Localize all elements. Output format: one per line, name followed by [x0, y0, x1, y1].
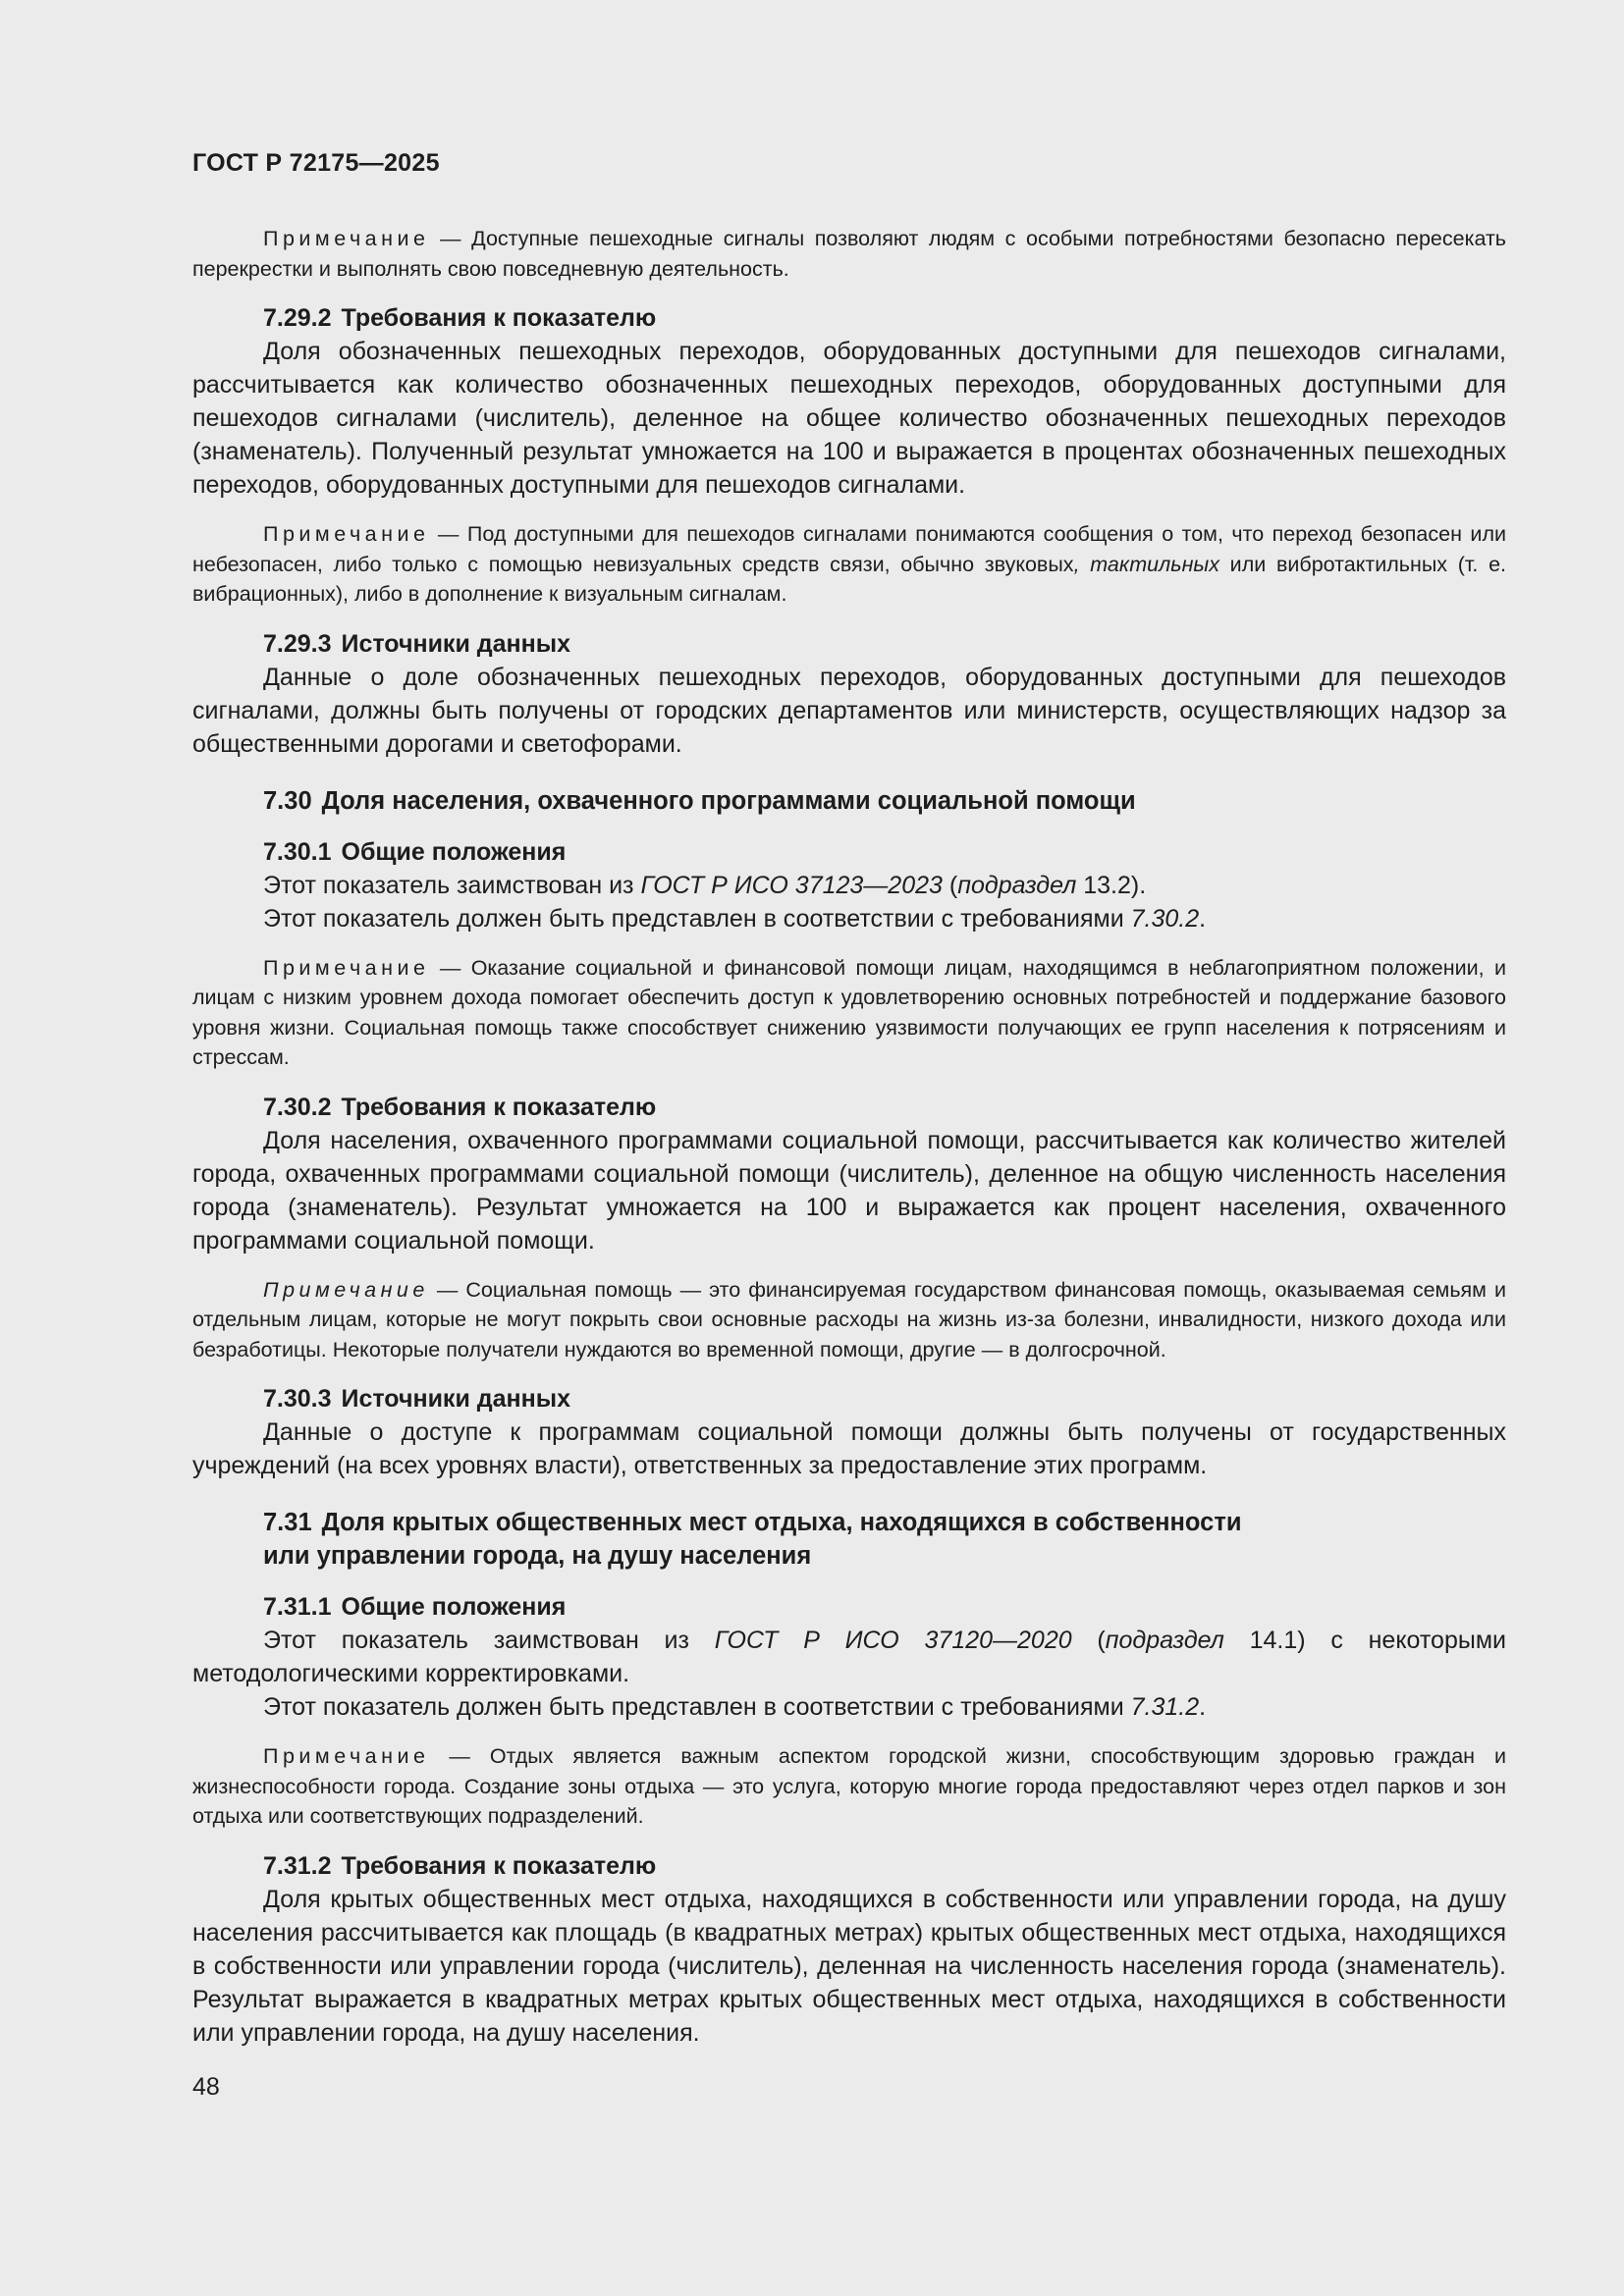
section-number: 7.29.3: [263, 629, 332, 658]
text: Этот показатель должен быть представлен в соответствии с требованиями: [263, 904, 1131, 933]
note-label: Примечание: [263, 522, 430, 546]
note-text: Под доступными для пешеходов сигналами понимаются сообщения о том, что переход безопасен или небезопасен, либо только с помощью невизуальных средств связи, обычно звуковых: [192, 522, 1506, 576]
subsection-word: подраздел: [1105, 1627, 1224, 1654]
body-paragraph: Доля обозначенных пешеходных переходов, оборудованных доступными для пешеходов сигналами, рассчитывается как количество обозначенных пешеходных переходов, оборудованных доступными для пешеходов сигналами (числитель), деленное на общее количество обозначенных пешеходных переходов (знаменатель). Полученный результат умножается на 100 и выражается в процентах обозначенных пешеходных переходов, оборудованных доступными для пешеходов сигналами.: [192, 338, 1506, 499]
note-paragraph: [192, 519, 1506, 610]
section-number: 7.30.2: [263, 1093, 332, 1121]
section-number: 7.30.1: [263, 837, 332, 866]
section-title: Общие положения: [341, 1593, 567, 1621]
note-text: Доступные пешеходные сигналы позволяют людям с особыми потребностями безопасно пересекать перекрестки и выполнять свою повседневную деятельность.: [192, 227, 1507, 281]
section-number: 7.31: [263, 1509, 312, 1536]
document-content: [192, 224, 1506, 2050]
body-paragraph: Данные о доле обозначенных пешеходных переходов, оборудованных доступными для пешеходов сигналами, должны быть получены от городских департаментов или министерств, осуществляющих надзор за общественными дорогами и светофорами.: [192, 663, 1506, 758]
text: (: [1071, 1627, 1106, 1654]
note-label: Примечание: [263, 955, 430, 980]
note-paragraph: [192, 1741, 1506, 1832]
section-heading-7-31-2: [192, 1849, 1506, 1883]
note-paragraph: [192, 953, 1506, 1073]
text: .: [1199, 1693, 1207, 1721]
text: Этот показатель заимствован из: [263, 1627, 715, 1654]
section-title-continued: или управлении города, на душу населения: [263, 1542, 812, 1570]
body-paragraph: [192, 902, 1506, 935]
section-title: Доля населения, охваченного программами социальной помощи: [321, 786, 1136, 815]
standard-reference: ГОСТ Р ИСО 37123—2023: [640, 871, 943, 899]
body-paragraph: [192, 869, 1506, 902]
section-number: 7.31.1: [263, 1593, 332, 1621]
note-dash: —: [429, 522, 467, 546]
note-dash: —: [428, 1277, 466, 1302]
section-number: 7.30: [263, 786, 312, 815]
section-heading-7-30-3: [192, 1382, 1506, 1415]
body-paragraph: [192, 1624, 1506, 1690]
section-heading-7-29-3: [192, 627, 1506, 661]
text: (: [942, 871, 958, 899]
section-heading-7-31: [192, 1506, 1506, 1573]
note-label: Примечание: [263, 1744, 430, 1768]
body-paragraph: Доля населения, охваченного программами социальной помощи, рассчитывается как количество жителей города, охваченных программами социальной помощи (числитель), деленное на общую численность населения города (знаменатель). Результат умножается на 100 и выражается как процент населения, охваченного программами социальной помощи.: [192, 1126, 1506, 1255]
section-title: Требования к показателю: [341, 1851, 657, 1880]
text: 13.2).: [1076, 871, 1147, 899]
text: 14.1) с некоторыми методологическими корректировками.: [192, 1627, 1506, 1687]
body-paragraph: Данные о доступе к программам социальной помощи должны быть получены от государственных учреждений (на всех уровнях власти), ответственных за предоставление этих программ.: [192, 1418, 1506, 1479]
section-title: Требования к показателю: [341, 1093, 657, 1121]
section-number: 7.30.3: [263, 1385, 332, 1413]
note-label: Примечание: [263, 227, 430, 250]
note-text-italic: , тактильных: [1073, 552, 1219, 576]
page-number: 48: [192, 2073, 220, 2101]
text: Этот показатель должен быть представлен в соответствии с требованиями: [263, 1693, 1131, 1721]
note-text: Социальная помощь — это финансируемая государством финансовая помощь, оказываемая семьям и отдельным лицам, которые не могут покрыть свои основные расходы на жизнь из-за болезни, инвалидности, низкого дохода или безработицы. Некоторые получатели нуждаются во временной помощи, другие — в долгосрочной.: [192, 1277, 1506, 1362]
clause-reference: 7.31.2: [1130, 1693, 1200, 1721]
section-title: Источники данных: [341, 629, 570, 658]
section-title: Источники данных: [341, 1385, 570, 1413]
body-paragraph: Доля крытых общественных мест отдыха, находящихся в собственности или управлении города, на душу населения рассчитывается как площадь (в квадратных метрах) крытых общественных мест отдыха, находящихся в собственности или управлении города (числитель), деленная на численность населения города (знаменатель). Результат выражается в квадратных метрах крытых общественных мест отдыха, находящихся в собственности или управлении города, на душу населения.: [192, 1885, 1506, 2047]
note-dash: —: [429, 1744, 490, 1768]
text: .: [1199, 904, 1207, 933]
section-number: 7.31.2: [263, 1851, 332, 1880]
note-paragraph: [192, 1275, 1506, 1365]
section-title: Требования к показателю: [341, 304, 657, 332]
subsection-word: подраздел: [957, 871, 1077, 899]
section-title: Доля крытых общественных мест отдыха, находящихся в собственности: [321, 1509, 1242, 1536]
section-title: Общие положения: [341, 837, 567, 866]
section-heading-7-30-1: [192, 835, 1506, 869]
section-heading-7-30: [192, 784, 1506, 818]
standard-reference: ГОСТ Р ИСО 37120—2020: [714, 1627, 1072, 1654]
section-heading-7-30-2: [192, 1091, 1506, 1124]
clause-reference: 7.30.2: [1130, 904, 1200, 933]
note-text: Оказание социальной и финансовой помощи лицам, находящимся в неблагоприятном положении, и лицам с низким уровнем дохода помогает обеспечить доступ к удовлетворению основных потребностей и поддержание базового уровня жизни. Социальная помощь также способствует снижению уязвимости получающих ее групп населения к потрясениям и стрессам.: [192, 955, 1506, 1069]
section-number: 7.29.2: [263, 304, 332, 332]
body-paragraph: [192, 1690, 1506, 1724]
section-heading-7-31-1: [192, 1590, 1506, 1624]
text: Этот показатель заимствован из: [263, 871, 641, 899]
note-text: или вибротактильных (т. е. вибрационных), либо в дополнение к визуальным сигналам.: [192, 552, 1506, 606]
section-heading-7-29-2: [192, 301, 1506, 335]
note-label: Примечание: [263, 1277, 429, 1302]
note-dash: —: [429, 955, 471, 980]
document-header-code: ГОСТ Р 72175—2025: [192, 149, 440, 177]
note-dash: —: [429, 227, 472, 250]
note-text: Отдых является важным аспектом городской жизни, способствующим здоровью граждан и жизнеспособности города. Создание зоны отдыха — это услуга, которую многие города предоставляют через отдел парков и зон отдыха или соответствующих подразделений.: [192, 1744, 1506, 1828]
note-paragraph: [192, 224, 1506, 284]
